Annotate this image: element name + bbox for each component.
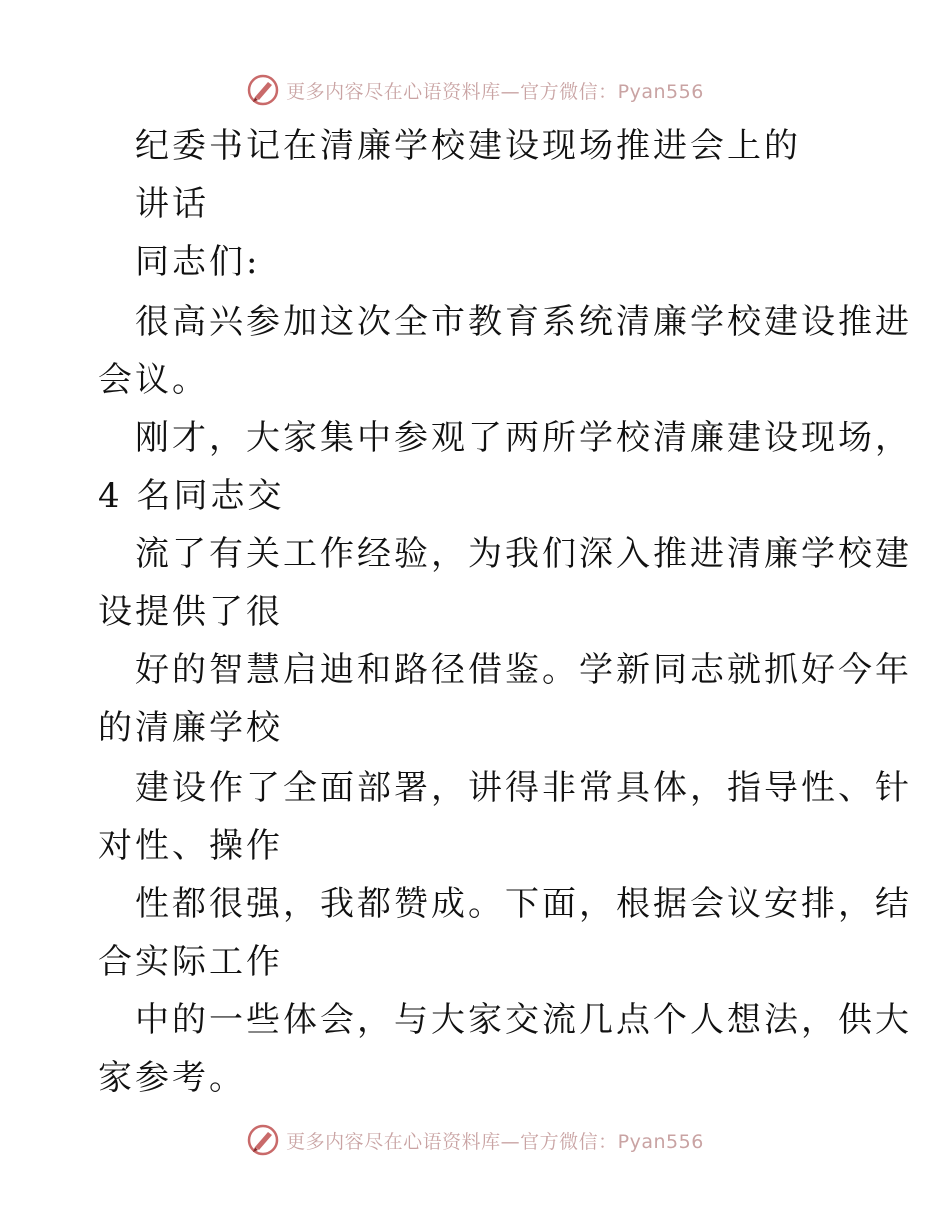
header-watermark: [0, 70, 950, 110]
body-line: 很高兴参加这次全市教育系统清廉学校建设推进: [135, 302, 912, 342]
body-line: 的清廉学校: [98, 708, 283, 748]
body-line: 流了有关工作经验，为我们深入推进清廉学校建: [135, 534, 912, 574]
salutation: 同志们:: [135, 242, 261, 282]
body-line: 会议。: [98, 360, 209, 400]
watermark-text: 更多内容尽在心语资料库—官方微信：Pyan556: [286, 1130, 704, 1153]
body-line: 好的智慧启迪和路径借鉴。学新同志就抓好今年: [135, 650, 912, 690]
body-line: 4 名同志交: [98, 476, 285, 516]
body-line: 建设作了全面部署，讲得非常具体，指导性、针: [135, 768, 912, 808]
pen-logo-icon: [246, 1123, 280, 1157]
body-line: 对性、操作: [98, 826, 283, 866]
body-line: 合实际工作: [98, 942, 283, 982]
footer-watermark: [0, 1120, 950, 1160]
body-line: 设提供了很: [98, 592, 283, 632]
body-line: 性都很强，我都赞成。下面，根据会议安排，结: [135, 884, 912, 924]
body-line: 刚才，大家集中参观了两所学校清廉建设现场，: [135, 418, 912, 458]
body-line: 家参考。: [98, 1058, 246, 1098]
body-line: 中的一些体会，与大家交流几点个人想法，供大: [135, 1000, 912, 1040]
watermark-text: 更多内容尽在心语资料库—官方微信：Pyan556: [286, 80, 704, 103]
pen-logo-icon: [246, 73, 280, 107]
document-title-line-2: 讲话: [135, 184, 209, 224]
document-title-line-1: 纪委书记在清廉学校建设现场推进会上的: [135, 126, 801, 166]
